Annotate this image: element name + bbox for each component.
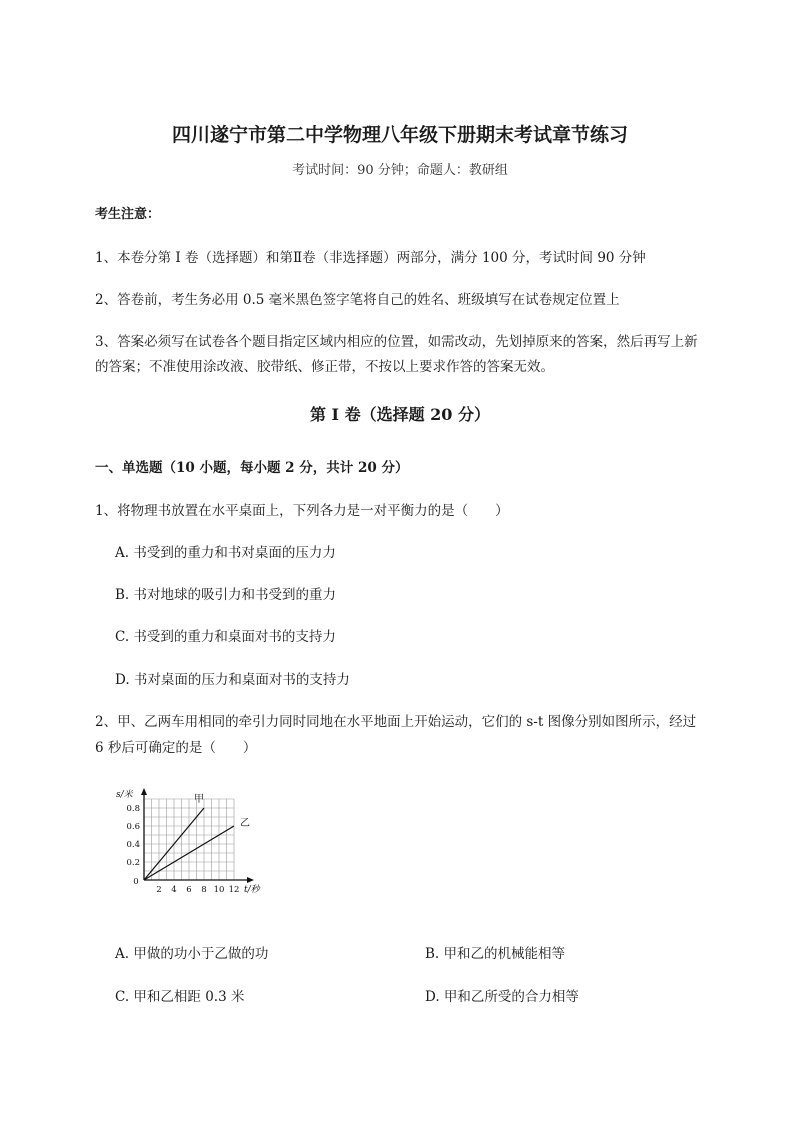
x-tick-label: 8 bbox=[201, 885, 207, 895]
origin-label: 0 bbox=[133, 877, 139, 887]
y-tick-label: 0.4 bbox=[126, 840, 140, 850]
question-1-stem: 1、将物理书放置在水平桌面上，下列各力是一对平衡力的是（ ） bbox=[95, 503, 509, 519]
x-tick-label: 6 bbox=[186, 885, 192, 895]
x-tick-label: 10 bbox=[213, 885, 225, 895]
notice-heading: 考生注意： bbox=[95, 207, 161, 222]
question-2-option-a[interactable]: A. 甲做的功小于乙做的功 bbox=[115, 946, 269, 962]
x-axis-label: t/秒 bbox=[244, 885, 260, 895]
graph-grid bbox=[144, 799, 234, 880]
question-1-option-a[interactable]: A. 书受到的重力和书对桌面的压力力 bbox=[115, 545, 336, 561]
x-tick-label: 2 bbox=[156, 885, 162, 895]
question-1-option-c[interactable]: C. 书受到的重力和桌面对书的支持力 bbox=[115, 629, 336, 645]
question-1-option-d[interactable]: D. 书对桌面的压力和桌面对书的支持力 bbox=[115, 672, 350, 688]
x-tick-label: 4 bbox=[171, 885, 177, 895]
question-1-option-b[interactable]: B. 书对地球的吸引力和书受到的重力 bbox=[115, 587, 337, 603]
exam-title: 四川遂宁市第二中学物理八年级下册期末考试章节练习 bbox=[171, 124, 628, 146]
question-2-stem-line-1: 2、甲、乙两车用相同的牵引力同时同地在水平地面上开始运动，它们的 s-t 图像分别如图所示，经过 bbox=[95, 714, 697, 730]
group-heading: 一、单选题（10 小题，每小题 2 分，共计 20 分） bbox=[95, 460, 409, 476]
y-axis-label: s/米 bbox=[116, 790, 133, 800]
y-tick-label: 0.8 bbox=[126, 804, 140, 814]
x-axis-arrow bbox=[247, 877, 254, 883]
notice-item-1: 1、本卷分第 I 卷（选择题）和第Ⅱ卷（非选择题）两部分，满分 100 分，考试时间 90 分钟 bbox=[95, 250, 646, 266]
y-tick-label: 0.6 bbox=[126, 822, 140, 832]
question-2-stem-line-2: 6 秒后可确定的是（ ） bbox=[95, 740, 257, 756]
y-axis-arrow bbox=[141, 788, 147, 795]
notice-item-3-continued: 的答案；不准使用涂改液、胶带纸、修正带，不按以上要求作答的答案无效。 bbox=[95, 359, 554, 375]
question-2-option-d[interactable]: D. 甲和乙所受的合力相等 bbox=[425, 989, 579, 1005]
y-tick-label: 0.2 bbox=[126, 858, 140, 868]
notice-item-3: 3、答案必须写在试卷各个题目指定区域内相应的位置，如需改动，先划掉原来的答案，然后再写上新 bbox=[95, 334, 698, 350]
section-title: 第 I 卷（选择题 20 分） bbox=[309, 405, 491, 424]
notice-item-2: 2、答卷前，考生务必用 0.5 毫米黑色签字笔将自己的姓名、班级填写在试卷规定位置上 bbox=[95, 292, 620, 308]
question-2-option-c[interactable]: C. 甲和乙相距 0.3 米 bbox=[115, 989, 245, 1005]
s-t-graph bbox=[110, 784, 280, 899]
question-2-option-b[interactable]: B. 甲和乙的机械能相等 bbox=[425, 946, 566, 962]
series-label-1: 甲 bbox=[194, 794, 204, 805]
series-label-2: 乙 bbox=[240, 818, 250, 829]
exam-subtitle: 考试时间：90 分钟；命题人：教研组 bbox=[292, 163, 508, 178]
x-tick-label: 12 bbox=[228, 885, 240, 895]
